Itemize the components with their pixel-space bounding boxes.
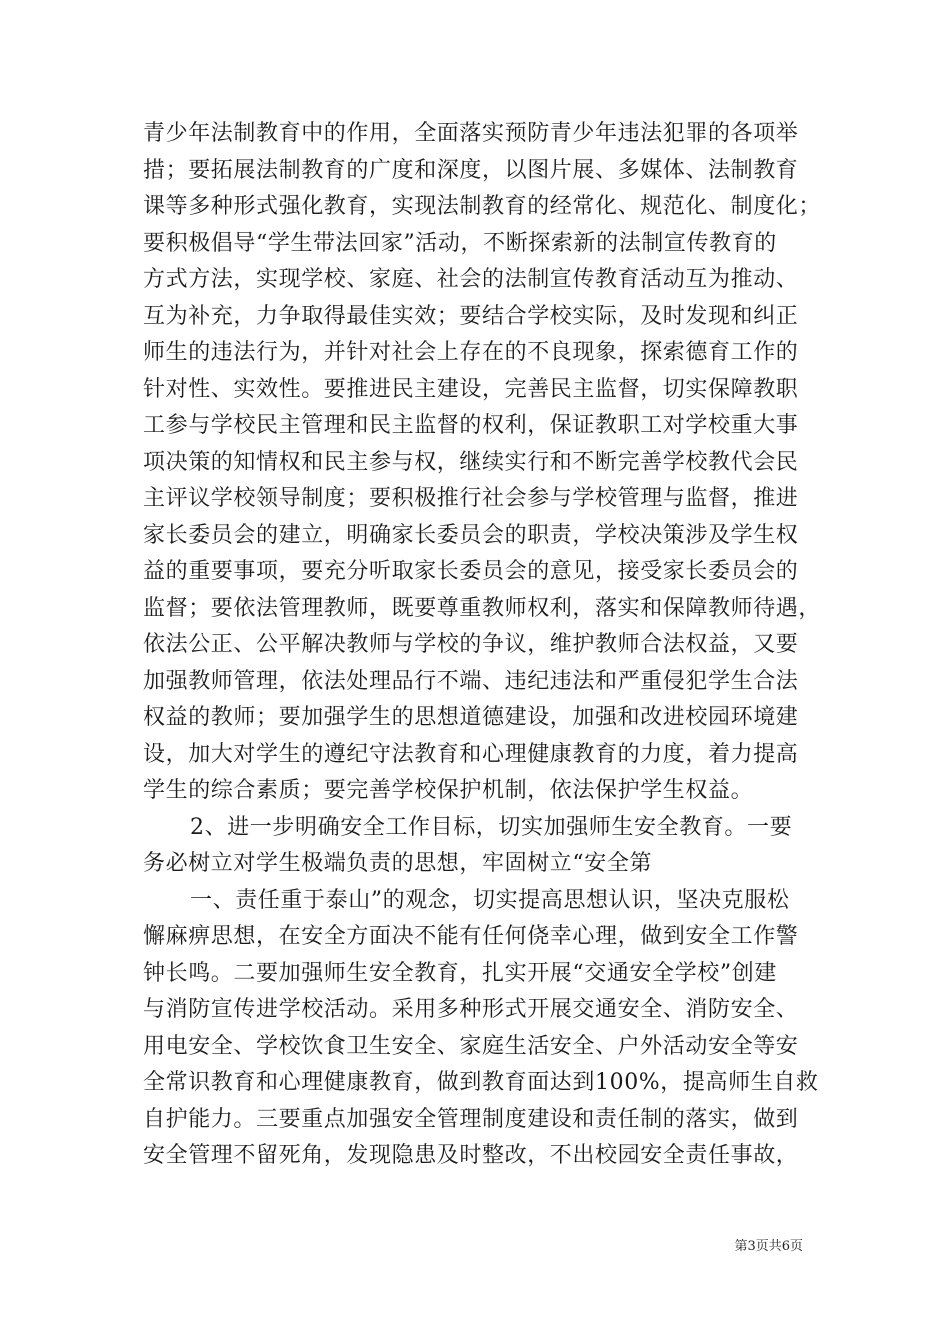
text-line: 青少年法制教育中的作用，全面落实预防青少年违法犯罪的各项举 xyxy=(143,121,799,146)
text-line-indented: 一、责任重于泰山”的观念，切实提高思想认识，坚决克服松 xyxy=(190,887,790,913)
text-line: 益的重要事项，要充分听取家长委员会的意见，接受家长委员会的 xyxy=(143,559,799,584)
text-line: 措；要拓展法制教育的广度和深度，以图片展、多媒体、法制教育 xyxy=(143,157,799,183)
text-line: 与消防宣传进学校活动。采用多种形式开展交通安全、消防安全、 xyxy=(143,997,799,1022)
text-line: 学生的综合素质；要完善学校保护机制，依法保护学生权益。 xyxy=(143,778,754,803)
text-line: 要积极倡导“学生带法回家”活动，不断探索新的法制宣传教育的 xyxy=(143,230,777,256)
text-line: 加强教师管理，依法处理品行不端、违纪违法和严重侵犯学生合法 xyxy=(143,668,799,694)
text-line-indented: 2、进一步明确安全工作目标，切实加强师生安全教育。一要 xyxy=(190,814,793,840)
text-line: 课等多种形式强化教育，实现法制教育的经常化、规范化、制度化； xyxy=(143,194,822,219)
text-line: 工参与学校民主管理和民主监督的权利，保证教职工对学校重大事 xyxy=(143,413,799,438)
text-line: 懈麻痹思想，在安全方面决不能有任何侥幸心理，做到安全工作警 xyxy=(143,924,799,949)
text-line: 权益的教师；要加强学生的思想道德建设，加强和改进校园环境建 xyxy=(143,705,799,730)
body-text xyxy=(143,116,823,1175)
text-line: 主评议学校领导制度；要积极推行社会参与学校管理与监督，推进 xyxy=(143,486,799,511)
text-line: 项决策的知情权和民主参与权，继续实行和不断完善学校教代会民 xyxy=(143,449,799,475)
text-line: 设，加大对学生的遵纪守法教育和心理健康教育的力度，着力提高 xyxy=(143,741,799,767)
text-line: 方式方法，实现学校、家庭、社会的法制宣传教育活动互为推动、 xyxy=(143,267,799,292)
text-line: 安全管理不留死角，发现隐患及时整改，不出校园安全责任事故， xyxy=(143,1143,799,1168)
text-line: 家长委员会的建立，明确家长委员会的职责，学校决策涉及学生权 xyxy=(143,522,799,548)
text-line: 务必树立对学生极端负责的思想，牢固树立“安全第 xyxy=(143,851,653,876)
text-line: 自护能力。三要重点加强安全管理制度建设和责任制的落实，做到 xyxy=(143,1106,799,1132)
text-line: 师生的违法行为，并针对社会上存在的不良现象，探索德育工作的 xyxy=(143,340,799,365)
text-line: 全常识教育和心理健康教育，做到教育面达到100%，提高师生自救 xyxy=(143,1070,819,1095)
text-line: 互为补充，力争取得最佳实效；要结合学校实际，及时发现和纠正 xyxy=(143,303,799,329)
page-number: 第3页共6页 xyxy=(734,1239,803,1254)
text-line: 监督；要依法管理教师，既要尊重教师权利，落实和保障教师待遇， xyxy=(143,595,822,621)
text-line: 钟长鸣。二要加强师生安全教育，扎实开展“交通安全学校”创建 xyxy=(143,960,777,986)
text-line: 用电安全、学校饮食卫生安全、家庭生活安全、户外活动安全等安 xyxy=(143,1033,799,1059)
text-line: 依法公正、公平解决教师与学校的争议，维护教师合法权益，又要 xyxy=(143,632,799,657)
text-line: 针对性、实效性。要推进民主建设，完善民主监督，切实保障教职 xyxy=(143,376,799,402)
